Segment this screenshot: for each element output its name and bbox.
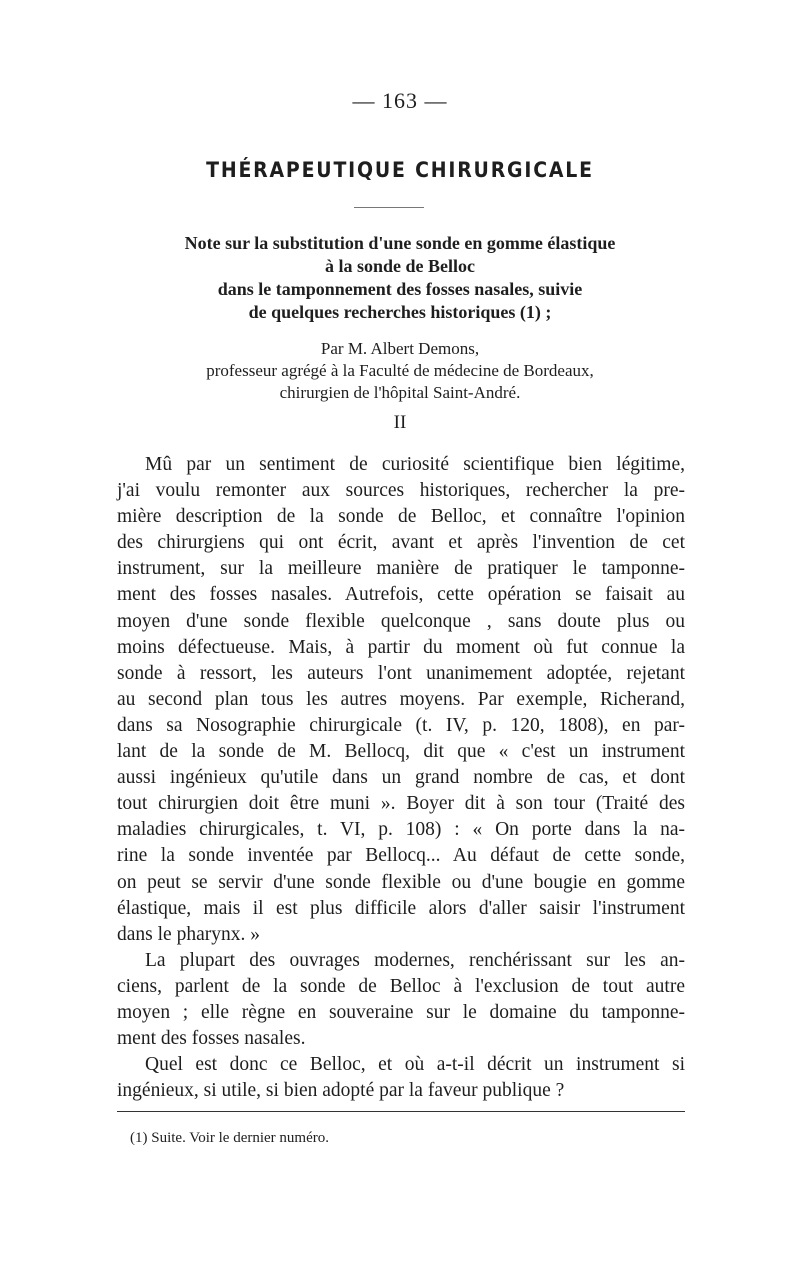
article-title-line: à la sonde de Belloc [324,256,475,276]
text-line: moyen d'une sonde flexible quelconque , sans doute plus ou [117,610,685,632]
text-line: mière description de la sonde de Belloc, et connaître l'opinion [117,506,685,528]
text-line: j'ai voulu remonter aux sources historiques, rechercher la pre- [117,480,685,502]
page-number: — 163 — [352,88,448,113]
text-line: au second plan tous les autres moyens. Par exemple, Richerand, [117,688,685,710]
text-line: dans sa Nosographie chirurgicale (t. IV, p. 120, 1808), en par- [117,714,685,736]
article-title-line: de quelques recherches historiques (1) ; [248,302,552,322]
text-line: ingénieux, si utile, si bien adopté par la faveur publique ? [117,1080,565,1102]
text-line: moyen ; elle règne en souveraine sur le domaine du tamponne- [117,1001,685,1023]
footnote-divider [117,1111,685,1112]
author-position: chirurgien de l'hôpital Saint-André. [279,383,521,402]
article-title-line: Note sur la substitution d'une sonde en gomme élastique [184,233,616,253]
text-line: moins défectueuse. Mais, à partir du moment où fut connue la [117,636,685,658]
article-title-line: dans le tamponnement des fosses nasales, suivie [217,279,583,299]
text-line: tout chirurgien doit être muni ». Boyer dit à son tour (Traité des [117,793,685,815]
text-line: Mû par un sentiment de curiosité scientifique bien légitime, [145,454,685,475]
text-line: La plupart des ouvrages modernes, renchérissant sur les an- [145,949,685,971]
author-name: Par M. Albert Demons, [320,339,480,358]
text-line: rine la sonde inventée par Bellocq... Au défaut de cette sonde, [117,845,685,867]
section-title: THÉRAPEUTIQUE CHIRURGICALE [206,158,594,182]
article-title [120,232,680,324]
text-line: sonde à ressort, les auteurs l'ont unanimement adoptée, rejetant [117,662,685,684]
text-line: Quel est donc ce Belloc, et où a-t-il décrit un instrument si [145,1054,685,1076]
text-line: dans le pharynx. » [117,923,260,945]
text-line: ment des fosses nasales. [117,1028,306,1050]
text-line: ment des fosses nasales. Autrefois, cette opération se faisait au [117,584,685,606]
text-line: instrument, sur la meilleure manière de pratiquer le tamponne- [117,558,685,580]
author-byline [120,338,680,404]
text-line: lant de la sonde de M. Bellocq, dit que « c'est un instrument [117,741,685,763]
text-line: aussi ingénieux qu'utile dans un grand nombre de cas, et dont [117,767,685,789]
text-line: on peut se servir d'une sonde flexible ou d'une bougie en gomme [117,871,685,893]
footnote: (1) Suite. Voir le dernier numéro. [130,1130,329,1146]
author-affiliation: professeur agrégé à la Faculté de médecine de Bordeaux, [206,361,594,380]
text-line: ciens, parlent de la sonde de Belloc à l'exclusion de tout autre [117,975,685,997]
body-text [117,452,685,1104]
text-line: élastique, mais il est plus difficile alors d'aller saisir l'instrument [117,897,685,919]
title-divider [354,207,424,208]
text-line: des chirurgiens qui ont écrit, avant et après l'invention de cet [117,532,685,554]
text-line: maladies chirurgicales, t. VI, p. 108) : « On porte dans la na- [117,819,685,841]
section-number: II [393,412,407,433]
